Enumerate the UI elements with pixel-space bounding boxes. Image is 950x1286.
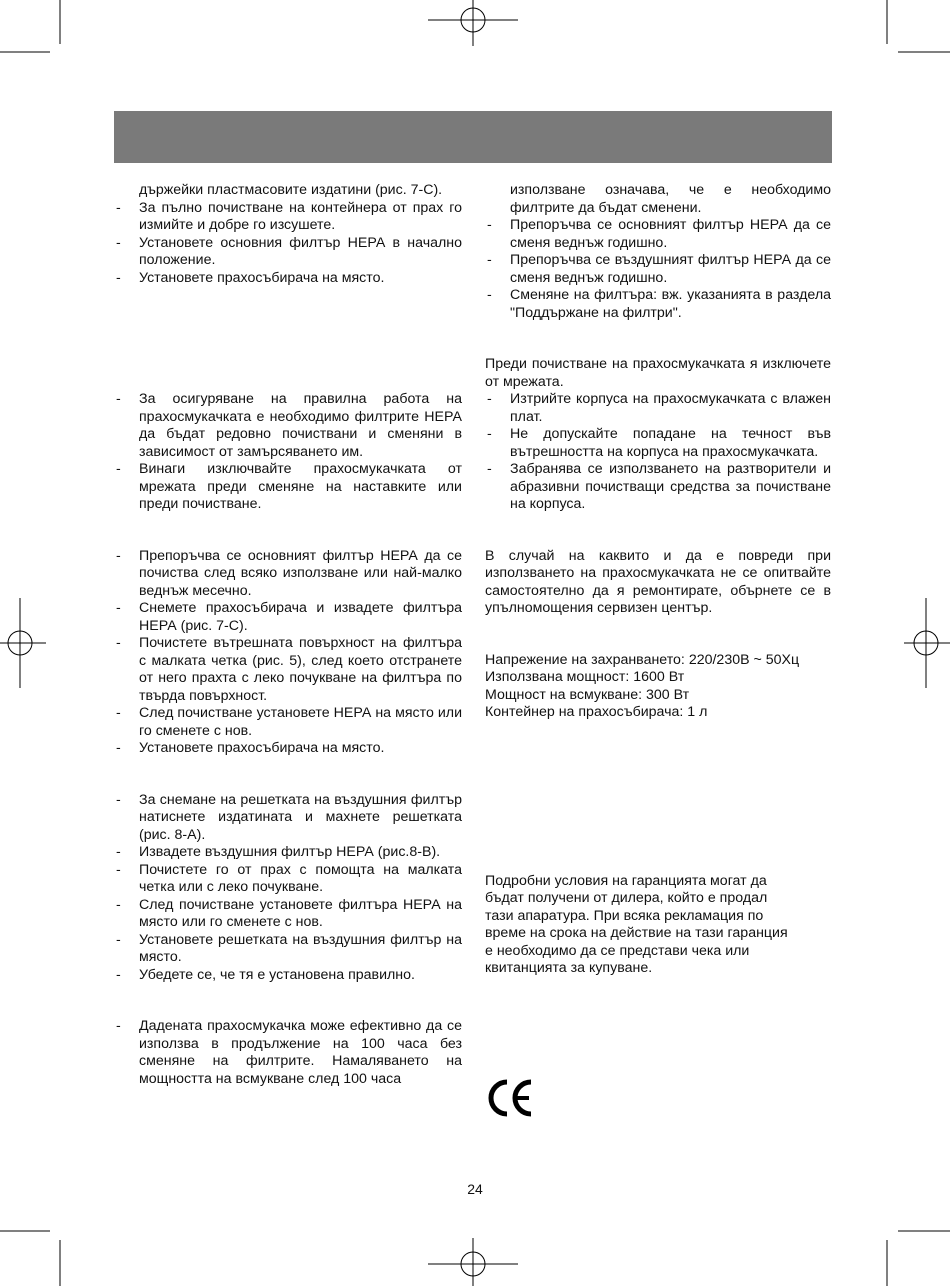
bullet-item: - Препоръчва се основният филтър НЕРА да се сменя веднъж годишно. xyxy=(485,217,831,252)
bullet-item: - Установете основния филтър НЕРА в начално положение. xyxy=(114,235,462,270)
bullet-item: - След почистване установете НЕРА на място или го сменете с нов. xyxy=(114,705,462,740)
section-spacer xyxy=(485,322,831,356)
bullet-item: - Препоръчва се въздушният филтър НЕРА да се сменя веднъж годишно. xyxy=(485,252,831,287)
bullet-item: - Изтрийте корпуса на прахосмукачката с влажен плат. xyxy=(485,391,831,426)
page-number: 24 xyxy=(467,1181,483,1197)
spec-line: Напрежение на захранването: 220/230В ~ 50Хц xyxy=(485,651,800,668)
bullet-item: - Извадете въздушния филтър НЕРА (рис.8-В). xyxy=(114,844,462,862)
spec-line: Контейнер на прахосъбирача: 1 л xyxy=(485,704,708,720)
header-band xyxy=(114,111,832,163)
continued-text: държейки пластмасовите издатини (рис. 7-С). xyxy=(139,182,443,198)
section-spacer xyxy=(114,287,462,391)
section-spacer xyxy=(485,722,831,873)
warranty-line: е необходимо да се представи чека или xyxy=(485,942,750,959)
bullet-item: - Почистете го от прах с помощта на малката четка или с леко почукване. xyxy=(114,862,462,897)
section-spacer xyxy=(114,514,462,548)
bullet-item: - Препоръчва се основният филтър НЕРА да се почиства след всяко използване или най-малко веднъж месечно. xyxy=(114,548,462,601)
registration-mark-bottom xyxy=(428,1238,518,1286)
warranty-line: бъдат получени от дилера, който е продал xyxy=(485,890,768,906)
bullet-item: - Почистете вътрешната повърхност на филтъра с малката четка (рис. 5), след което отстранете от него прахта с леко почукване на филтъра по твърда повърхност. xyxy=(114,635,462,705)
bullet-item: - За пълно почистване на контейнера от прах го измийте и добре го изсушете. xyxy=(114,200,462,235)
section-spacer xyxy=(485,618,831,652)
section-spacer xyxy=(114,758,462,792)
bullet-item: - Не допускайте попадане на течност във вътрешността на корпуса на прахосмукачката. xyxy=(485,426,831,461)
bullet-item: - Дадената прахосмукачка може ефективно да се използва в продължение на 100 часа без сменяне на филтрите. Намаляването на мощността на всмукване след 100 часа xyxy=(114,1018,462,1088)
continued-text: използване означава, че е необходимо филтрите да бъдат сменени. xyxy=(510,182,831,216)
warranty-line: тази апаратура. При всяка рекламация по xyxy=(485,907,764,924)
section-spacer xyxy=(485,514,831,548)
bullet-item: - Винаги изключвайте прахосмукачката от мрежата преди сменяне на наставките или преди почистване. xyxy=(114,461,462,514)
bullet-item: - Установете решетката на въздушния филтър на място. xyxy=(114,932,462,967)
bullet-item: - След почистване установете филтъра НЕРА на място или го сменете с нов. xyxy=(114,897,462,932)
right-column xyxy=(485,182,831,978)
spec-line: Мощност на всмукване: 300 Вт xyxy=(485,686,690,703)
registration-mark-top xyxy=(428,0,518,46)
bullet-item: - Снемете прахосъбирача и извадете филтъра НЕРА (рис. 7-С). xyxy=(114,600,462,635)
spec-line: Използвана мощност: 1600 Вт xyxy=(485,669,685,685)
registration-mark-right xyxy=(904,598,950,688)
registration-mark-left xyxy=(0,598,46,688)
warranty-line: Подробни условия на гаранцията могат да xyxy=(485,872,767,889)
bullet-item: - Установете прахосъбирача на място. xyxy=(114,740,462,758)
cleaning-intro: Преди почистване на прахосмукачката я изключете от мрежата. xyxy=(485,356,831,390)
warranty-line: квитанцията за купуване. xyxy=(485,960,653,976)
warranty-line: време на срока на действие на тази гаранция xyxy=(485,925,788,941)
bullet-item: - Убедете се, че тя е установена правилно. xyxy=(114,967,462,985)
left-column xyxy=(114,182,462,1088)
bullet-item: - Установете прахосъбирача на място. xyxy=(114,270,462,288)
bullet-item: - Забранява се използването на разтворители и абразивни почистващи средства за почистване на корпуса. xyxy=(485,461,831,514)
section-spacer xyxy=(114,984,462,1018)
repair-paragraph: В случай на каквито и да е повреди при използването на прахосмукачката не се опитвайте самостоятелно да я ремонтирате, обърнете се в упълномощения сервизен център. xyxy=(485,547,831,616)
ce-mark-icon xyxy=(487,1078,535,1118)
bullet-item: - За снемане на решетката на въздушния филтър натиснете издатината и махнете решетката (рис. 8-А). xyxy=(114,792,462,845)
bullet-item: - Сменяне на филтъра: вж. указанията в раздела "Поддържане на филтри". xyxy=(485,287,831,322)
bullet-item: - За осигуряване на правилна работа на прахосмукачката е необходимо филтрите НЕРА да бъдат редовно почиствани и сменяни в зависимост от замърсяването им. xyxy=(114,391,462,461)
